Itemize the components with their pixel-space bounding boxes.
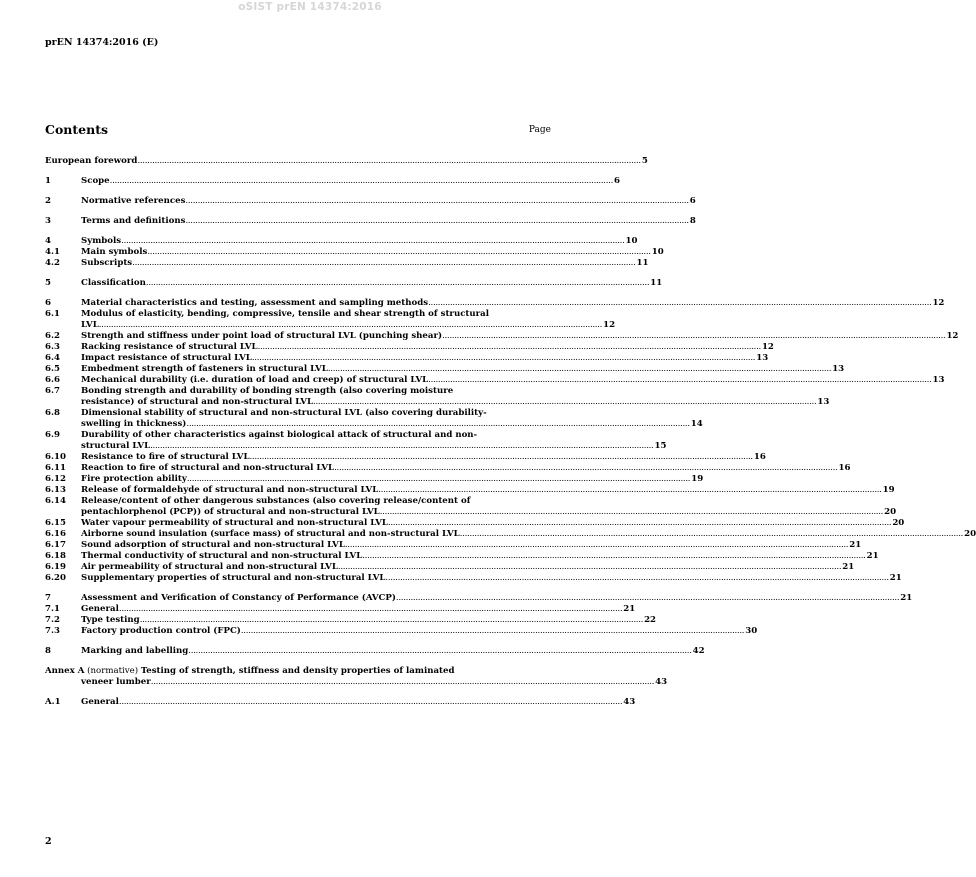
toc-entry-page: 13 — [817, 397, 830, 407]
toc-entry-number: 6.18 — [45, 551, 66, 561]
toc-entry-number: 7.2 — [45, 615, 60, 625]
toc-entry-title: Embedment strength of fasteners in structural LVL — [81, 364, 328, 374]
toc-entry-page: 16 — [838, 463, 851, 473]
toc-entry[interactable] — [45, 540, 862, 551]
toc-entry-page: 21 — [849, 540, 862, 550]
toc-entry-number: 6.5 — [45, 364, 60, 374]
toc-entry-number: A.1 — [45, 697, 61, 707]
toc-entry[interactable] — [45, 364, 845, 375]
toc-entry-page: 6 — [689, 196, 696, 206]
toc-entry[interactable] — [45, 196, 696, 207]
toc-entry-title: pentachlorphenol (PCP)) of structural and non-structural LVL — [81, 507, 380, 517]
toc-entry-number: 6.15 — [45, 518, 66, 528]
dot-leader — [380, 507, 883, 518]
toc-entry-number: 6.1 — [45, 309, 60, 319]
toc-entry-title: resistance) of structural and non-structural LVL — [81, 397, 314, 407]
toc-entry[interactable] — [45, 496, 897, 518]
page-column-label: Page — [528, 125, 551, 135]
toc-entry-number: 8 — [45, 646, 51, 656]
dot-leader — [132, 258, 635, 269]
toc-entry-page: 22 — [644, 615, 657, 625]
toc-entry-page: 43 — [655, 677, 668, 687]
dot-leader — [151, 677, 654, 688]
toc-entry-page: 14 — [690, 419, 703, 429]
toc-entry-title: Symbols — [81, 236, 122, 246]
toc-entry-title: Reaction to fire of structural and non-structural LVL — [81, 463, 335, 473]
toc-entry[interactable] — [45, 430, 667, 452]
toc-entry-page: 20 — [964, 529, 976, 539]
dot-leader — [388, 518, 891, 529]
toc-entry[interactable] — [45, 216, 696, 227]
toc-entry-title: Racking resistance of structural LVL — [81, 342, 258, 352]
toc-entry-page: 13 — [832, 364, 845, 374]
toc-entry-number: 6.12 — [45, 474, 66, 484]
toc-entry-page: 12 — [946, 331, 959, 341]
toc-entry-number: 6.2 — [45, 331, 60, 341]
annex-type: (normative) — [84, 666, 141, 676]
toc-entry-title: structural LVL — [81, 441, 151, 451]
dot-leader — [428, 375, 931, 386]
toc-entry-number: 6.8 — [45, 408, 60, 418]
toc-entry[interactable] — [45, 353, 769, 364]
dot-leader — [428, 298, 931, 309]
toc-entry-title: Normative references — [81, 196, 186, 206]
toc-entry-title: Resistance to fire of structural LVL — [81, 452, 250, 462]
toc-entry-page: 21 — [889, 573, 902, 583]
toc-entry-page: 5 — [641, 156, 648, 166]
toc-entry[interactable] — [45, 615, 657, 626]
toc-entry[interactable] — [45, 408, 703, 430]
toc-entry-number: 6.13 — [45, 485, 66, 495]
toc-entry-title: Subscripts — [81, 258, 133, 268]
dot-leader — [334, 463, 837, 474]
toc-entry-title: Marking and labelling — [81, 646, 189, 656]
toc-entry-title: Modulus of elasticity, bending, compressive, tensile and shear strength of structural — [81, 309, 490, 319]
dot-leader — [185, 216, 688, 227]
toc-entry-title: LVL — [81, 320, 99, 330]
toc-entry-page: 6 — [614, 176, 621, 186]
watermark: oSIST prEN 14374:2016 — [238, 1, 382, 13]
toc-entry-page: 8 — [689, 216, 696, 226]
toc-entry[interactable] — [45, 626, 758, 637]
toc-entry-title: Supplementary properties of structural and non-structural LVL — [81, 573, 386, 583]
toc-entry-title: Thermal conductivity of structural and non-structural LVL — [81, 551, 363, 561]
toc-entry-page: 30 — [745, 626, 758, 636]
toc-entry[interactable] — [45, 551, 879, 562]
toc-entry-page: 21 — [623, 604, 636, 614]
toc-entry[interactable] — [45, 463, 851, 474]
toc-entry-number: 6.4 — [45, 353, 60, 363]
toc-entry[interactable] — [45, 485, 895, 496]
toc-entry[interactable] — [45, 278, 663, 289]
toc-entry[interactable] — [45, 604, 636, 615]
toc-entry[interactable] — [45, 573, 902, 584]
dot-leader — [362, 551, 865, 562]
toc-entry-title: Release/content of other dangerous substances (also covering release/content of — [81, 496, 471, 506]
toc-entry-page: 12 — [932, 298, 945, 308]
toc-entry[interactable] — [45, 518, 905, 529]
toc-entry[interactable] — [45, 562, 855, 573]
dot-leader — [385, 573, 888, 584]
dot-leader — [99, 320, 602, 331]
dot-leader — [241, 626, 744, 637]
dot-leader — [110, 176, 613, 187]
toc-entry-page: 21 — [842, 562, 855, 572]
dot-leader — [187, 474, 690, 485]
table-of-contents — [45, 156, 976, 708]
toc-entry-title: Factory production control (FPC) — [81, 626, 241, 636]
page-number: 2 — [45, 836, 52, 847]
dot-leader — [396, 593, 899, 604]
toc-entry-page: 11 — [636, 258, 649, 268]
toc-entry-title: Classification — [81, 278, 146, 288]
toc-entry-number: 1 — [45, 176, 51, 186]
toc-entry-number: 6 — [45, 298, 51, 308]
toc-entry[interactable] — [45, 593, 913, 604]
toc-entry-page: 42 — [692, 646, 705, 656]
toc-entry-number: 4.2 — [45, 258, 60, 268]
toc-entry[interactable] — [45, 258, 649, 269]
toc-entry-title: European foreword — [45, 156, 138, 166]
contents-title: Contents — [45, 122, 109, 137]
toc-entry-number: 6.3 — [45, 342, 60, 352]
toc-entry[interactable] — [45, 298, 945, 309]
toc-entry-number: 3 — [45, 216, 51, 226]
dot-leader — [338, 562, 841, 573]
toc-entry-title: Strength and stiffness under point load of structural LVL (punching shear) — [81, 331, 443, 341]
dot-leader — [119, 604, 622, 615]
toc-entry-page: 15 — [654, 441, 667, 451]
dot-leader — [250, 452, 753, 463]
toc-entry-number: 7 — [45, 593, 51, 603]
toc-entry-number: 2 — [45, 196, 51, 206]
toc-entry-page: 20 — [884, 507, 897, 517]
toc-entry[interactable] — [45, 342, 774, 353]
toc-entry[interactable] — [45, 375, 945, 386]
toc-entry-number: 5 — [45, 278, 51, 288]
toc-entry-page: 10 — [625, 236, 638, 246]
toc-entry-title: Air permeability of structural and non-structural LVL — [81, 562, 338, 572]
toc-entry-page: 19 — [691, 474, 704, 484]
toc-entry-number: 6.11 — [45, 463, 66, 473]
toc-entry-title: Impact resistance of structural LVL — [81, 353, 252, 363]
toc-entry[interactable] — [45, 474, 704, 485]
toc-entry[interactable] — [45, 247, 664, 258]
toc-entry-title: Airborne sound insulation (surface mass) of structural and non-structural LVL — [81, 529, 460, 539]
toc-entry-title: Fire protection ability — [81, 474, 187, 484]
toc-entry-title: veneer lumber — [81, 677, 151, 687]
toc-entry-number: 7.1 — [45, 604, 60, 614]
toc-entry-number: 4.1 — [45, 247, 60, 257]
dot-leader — [328, 364, 831, 375]
dot-leader — [186, 419, 689, 430]
toc-entry-title: Dimensional stability of structural and non-structural LVL (also covering durability- — [81, 408, 487, 418]
toc-entry-title: Terms and definitions — [81, 216, 186, 226]
dot-leader — [146, 278, 649, 289]
toc-entry-number: 7.3 — [45, 626, 60, 636]
dot-leader — [140, 615, 643, 626]
toc-entry-title: Material characteristics and testing, assessment and sampling methods — [81, 298, 429, 308]
dot-leader — [460, 529, 963, 540]
toc-entry-number: 6.9 — [45, 430, 60, 440]
dot-leader — [121, 236, 624, 247]
toc-entry-title: General — [81, 604, 119, 614]
toc-entry-title: Annex A (normative) Testing of strength, stiffness and density properties of laminated — [45, 666, 455, 676]
dot-leader — [137, 156, 640, 167]
toc-entry[interactable] — [45, 666, 668, 688]
toc-entry-title: General — [81, 697, 119, 707]
dot-leader — [252, 353, 755, 364]
toc-entry-title: Main symbols — [81, 247, 148, 257]
dot-leader — [258, 342, 761, 353]
dot-leader — [147, 247, 650, 258]
toc-entry-title: Scope — [81, 176, 110, 186]
dot-leader — [313, 397, 816, 408]
toc-entry-page: 13 — [756, 353, 769, 363]
toc-entry[interactable] — [45, 646, 705, 657]
toc-entry-title: Durability of other characteristics against biological attack of structural and non- — [81, 430, 478, 440]
toc-entry[interactable] — [45, 156, 648, 167]
toc-entry[interactable] — [45, 529, 976, 540]
toc-entry-page: 19 — [882, 485, 895, 495]
toc-entry-number: 6.6 — [45, 375, 60, 385]
toc-entry-page: 43 — [623, 697, 636, 707]
toc-entry[interactable] — [45, 309, 616, 331]
toc-entry-page: 13 — [932, 375, 945, 385]
toc-entry-title: swelling in thickness) — [81, 419, 187, 429]
toc-entry-number: 6.7 — [45, 386, 60, 396]
toc-entry-title: Release of formaldehyde of structural and non-structural LVL — [81, 485, 379, 495]
toc-entry-title: Bonding strength and durability of bonding strength (also covering moisture — [81, 386, 454, 396]
toc-entry-number: 6.17 — [45, 540, 66, 550]
toc-entry-page: 21 — [866, 551, 879, 561]
toc-entry-title: Assessment and Verification of Constancy of Performance (AVCP) — [81, 593, 396, 603]
toc-entry[interactable] — [45, 697, 636, 708]
toc-entry-page: 21 — [900, 593, 913, 603]
toc-entry-title: Sound adsorption of structural and non-structural LVL — [81, 540, 345, 550]
dot-leader — [378, 485, 881, 496]
dot-leader — [150, 441, 653, 452]
toc-entry-page: 12 — [761, 342, 774, 352]
toc-entry[interactable] — [45, 386, 830, 408]
toc-entry-number: 6.16 — [45, 529, 66, 539]
toc-entry-number: 6.10 — [45, 452, 66, 462]
annex-label: Annex A — [45, 666, 85, 676]
toc-entry-title: Mechanical durability (i.e. duration of load and creep) of structural LVL — [81, 375, 429, 385]
toc-entry-title: Type testing — [81, 615, 140, 625]
toc-entry[interactable] — [45, 331, 959, 342]
toc-entry-number: 4 — [45, 236, 51, 246]
toc-entry[interactable] — [45, 176, 621, 187]
toc-entry-number: 6.14 — [45, 496, 66, 506]
toc-entry[interactable] — [45, 236, 638, 247]
toc-entry-page: 11 — [650, 278, 663, 288]
toc-entry-page: 20 — [892, 518, 905, 528]
document-reference-header: prEN 14374:2016 (E) — [45, 37, 159, 48]
dot-leader — [185, 196, 688, 207]
toc-entry-number: 6.19 — [45, 562, 66, 572]
dot-leader — [188, 646, 691, 657]
toc-entry-number: 6.20 — [45, 573, 66, 583]
toc-entry-page: 10 — [651, 247, 664, 257]
toc-entry[interactable] — [45, 452, 766, 463]
toc-entry-page: 12 — [603, 320, 616, 330]
dot-leader — [345, 540, 848, 551]
toc-entry-page: 16 — [753, 452, 766, 462]
dot-leader — [119, 697, 622, 708]
dot-leader — [442, 331, 945, 342]
toc-entry-title: Water vapour permeability of structural and non-structural LVL — [81, 518, 388, 528]
